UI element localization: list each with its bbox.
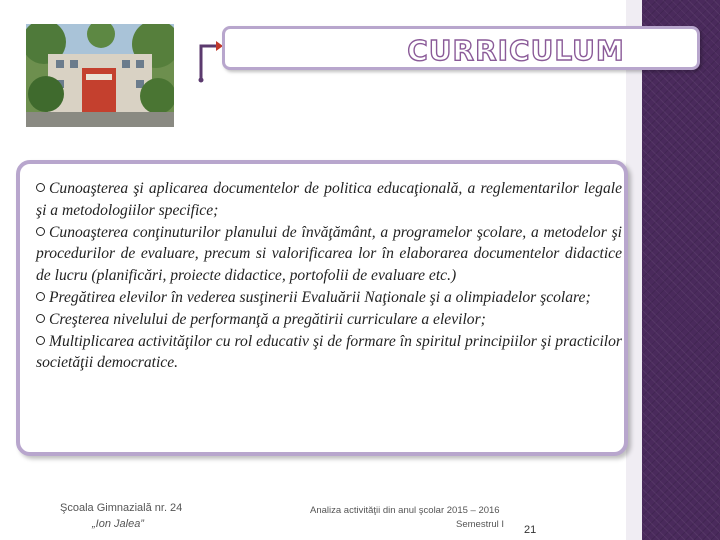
list-item: Creşterea nivelului de performanţă a pregătirii curriculare a elevilor; <box>36 309 622 331</box>
school-photo <box>26 24 174 127</box>
bullet-icon <box>36 183 45 192</box>
list-item: Multiplicarea activităţilor cu rol educativ şi de formare în spiritul principiilor şi practicilor societăţii democratice. <box>36 332 622 372</box>
page-title: CURRICULUM <box>407 34 625 67</box>
footer-school-name: „Ion Jalea” <box>92 518 144 530</box>
title-connector-icon <box>198 40 224 84</box>
content-text <box>36 178 622 374</box>
title-box <box>222 26 700 70</box>
footer-analysis: Analiza activităţii din anul şcolar 2015 – 2016 <box>310 505 500 516</box>
page-number: 21 <box>524 524 537 536</box>
list-item: Pregătirea elevilor în vederea susţinerii Evaluării Naţionale şi a olimpiadelor şcolare; <box>36 287 622 309</box>
bullet-icon <box>36 336 45 345</box>
list-item: Cunoaşterea conţinuturilor planului de învăţământ, a programelor şcolare, a metodelor şi procedurilor de evaluare, precum si valorificarea lor în elaborarea documentelor didactice de lucru (planificări, proiecte didactice, portofolii de evaluare etc.) <box>36 223 622 285</box>
footer-school: Şcoala Gimnazială nr. 24 <box>60 502 183 514</box>
footer-semester: Semestrul I <box>456 519 505 530</box>
sidebar-stripe-light <box>626 0 642 540</box>
bullet-icon <box>36 314 45 323</box>
list-item: Cunoaşterea şi aplicarea documentelor de politica educaţională, a reglementarilor legale şi a metodologiilor specifice; <box>36 180 622 219</box>
sidebar-stripe-dark <box>642 0 720 540</box>
bullet-icon <box>36 292 45 301</box>
bullet-icon <box>36 227 45 236</box>
